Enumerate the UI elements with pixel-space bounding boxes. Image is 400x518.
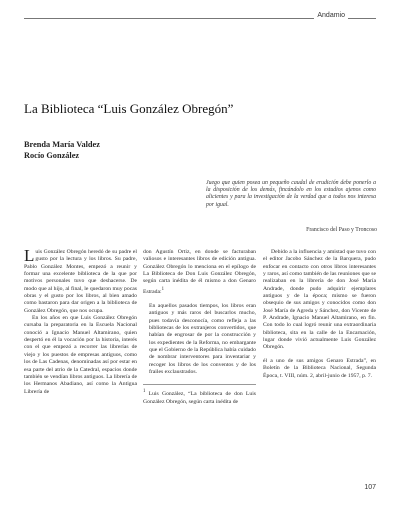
body-column-2 — [143, 249, 256, 406]
paragraph-text: don Agustín Ortiz, en donde se facturaban valiosos e interesantes libros de edición antigua. González Obregón lo menciona en el epílogo de La Biblioteca de Don Luis González Obregón, según carta inédita de él mismo a don Genaro Estrada: — [143, 249, 256, 295]
body-column-3 — [263, 249, 376, 380]
paragraph: Debido a la influencia y amistad que tuvo con el editor Jacobo Sánchez de la Barquera, pudo enfocar en contacto con otros libros interesantes y raros, así como también de las reuniones que se realizaban en la librería de don José María Andrade, donde pudo adquirir ejemplares antiguos y de la época; mismo se fueron obsequio de sus amigos y conocidos como don José María de Agreda y Sánchez, don Vicente de P. Andrade, Ignacio Manuel Altamirano, en fin. Con todo lo cual logró reunir una extraordinaria biblioteca, sita en la calle de la Encarnación, lugar donde vivió actualmente Luis González Obregón. — [263, 249, 376, 351]
footnote-reference: 1 — [161, 286, 165, 292]
author-list — [24, 139, 100, 161]
drop-cap: L — [24, 246, 35, 265]
paragraph — [143, 249, 256, 296]
footnote — [143, 384, 256, 406]
footnote-text: Luis González, “La biblioteca de don Luis González Obregón, según carta inédita de — [143, 391, 257, 405]
page-number: 107 — [364, 484, 376, 491]
block-quote: En aquellos pasados tiempos, los libros eran antiguos y más raros del buscarlos mucho, pues todavía desconocía, como refleja a las bibliotecas de los extranjeros convertidos, que habían de engrosar de por la construcción y los expedientes de la Reforma, no embargante que el Gobierno de la República había cuidado de nombrar interventores para inventariar y recoger los libros de los conventos y de los frailes exclaustrados. — [149, 302, 256, 376]
footnote-marker: 1 — [143, 389, 146, 395]
paragraph — [24, 246, 137, 315]
section-name: Andamio — [314, 12, 348, 19]
author-name: Rocío González — [24, 151, 80, 160]
epigraph-source: Francisco del Paso y Troncoso — [306, 227, 377, 233]
article-title: La Biblioteca “Luis González Obregón” — [24, 101, 234, 116]
running-head-rule — [24, 10, 376, 19]
body-column-1 — [24, 246, 137, 396]
paragraph-text: uis González Obregón heredó de su padre el gusto por la lectura y los libros. Su padre, Pablo González Montes, empezó a reunir y formar una excelente biblioteca de la que por motivos personales tuvo que deshacerse. De modo que al hijo, al final, le quedaron muy pocas obras y el gusto por los libros, al bien amado como bastaron para dar origen a la biblioteca de González Obregón, que nos ocupa. — [24, 249, 137, 314]
footnote-continuation: él a uno de sus amigos Genaro Estrada”, en Boletín de la Biblioteca Nacional, Segunda Época, t. VIII, núm. 2, abril-junio de 1957, p. 7. — [263, 357, 376, 379]
epigraph-text: Juego que quien posea un pequeño caudal de erudición debe ponerlo a la disposición de los demás, fincándolo en los estudios ajenos como alicientes y para la investigación de la verdad que a todos nos interesa por igual. — [206, 180, 376, 208]
paragraph: En los años en que Luis González Obregón cursaba la preparatoria en la Escuela Nacional conoció a Ignacio Manuel Altamirano, quien despertó en él la vocación por la historia, interés con el que empezó a recorrer las librerías de viejo y los puestos de empresas antiguos, como los de Las Cadenas, denominadas así por estar en esa parte del atrio de la Catedral, espacios donde también se vendían libros antiguos. La librería de los Hermanos Abadiano, así como la Antigua Librería de — [24, 315, 137, 395]
author-name: Brenda María Valdez — [24, 140, 100, 149]
